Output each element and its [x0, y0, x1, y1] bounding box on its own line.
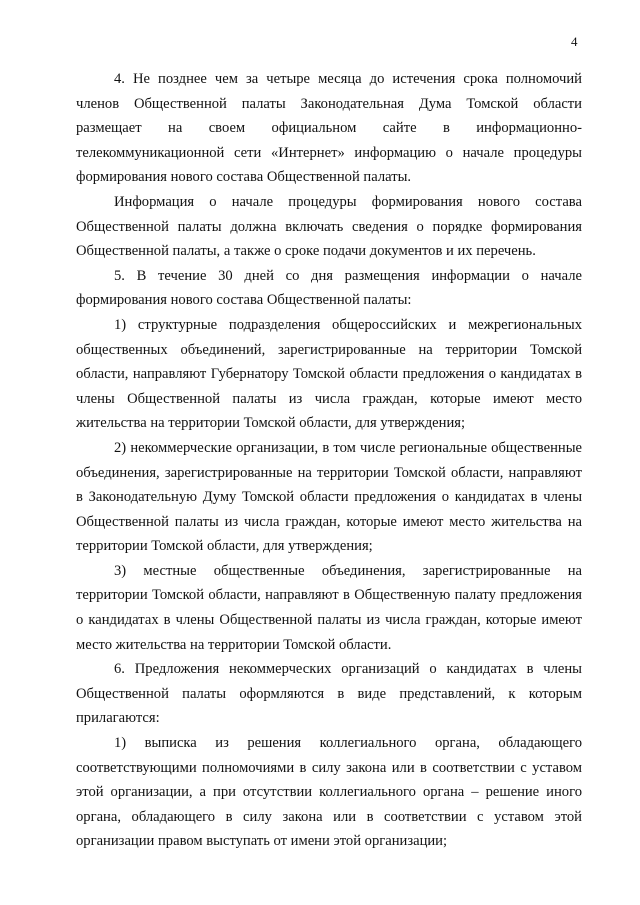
paragraph-info-content: Информация о начале процедуры формирования нового состава Общественной палаты должна включать сведения о порядке формирования Общественной палаты, а также о сроке подачи документов и их перечень. [76, 193, 582, 260]
paragraph-item-5-2: 2) некоммерческие организации, в том числе региональные общественные объединения, зарегистрированные на территории Томской области, направляют в Законодательную Думу Томской области предложения о кандидатах в члены Общественной палаты из числа граждан, которые имеют место жительства на территории Томской области, для утверждения; [76, 439, 582, 555]
paragraph-item-6: 6. Предложения некоммерческих организаций о кандидатах в члены Общественной палаты оформляются в виде представлений, к которым прилагаются: [76, 661, 582, 727]
paragraph-item-6-1: 1) выписка из решения коллегиального органа, обладающего соответствующими полномочиями в силу закона или в соответствии с уставом этой организации, а при отсутствии коллегиального органа – решение иного органа, обладающего в силу закона или в соответствии с уставом этой организации правом выступать от имени этой организации; [76, 735, 582, 850]
document-body [76, 67, 582, 854]
paragraph-item-5: 5. В течение 30 дней со дня размещения информации о начале формирования нового состава Общественной палаты: [76, 267, 582, 309]
paragraph-item-4: 4. Не позднее чем за четыре месяца до истечения срока полномочий членов Общественной палаты Законодательная Дума Томской области размещает на своем официальном сайте в информационно-телекоммуникационной сети «Интернет» информацию о начале процедуры формирования нового состава Общественной палаты. [76, 71, 582, 186]
page-number: 4 [571, 34, 578, 49]
paragraph-item-5-3: 3) местные общественные объединения, зарегистрированные на территории Томской области, направляют в Общественную палату предложения о кандидатах в члены Общественной палаты из числа граждан, которые имеют место жительства на территории Томской области. [76, 562, 582, 653]
paragraph-item-5-1: 1) структурные подразделения общероссийских и межрегиональных общественных объединений, зарегистрированные на территории Томской области, направляют Губернатору Томской области предложения о кандидатах в члены Общественной палаты из числа граждан, которые имеют место жительства на территории Томской области, для утверждения; [76, 316, 582, 432]
